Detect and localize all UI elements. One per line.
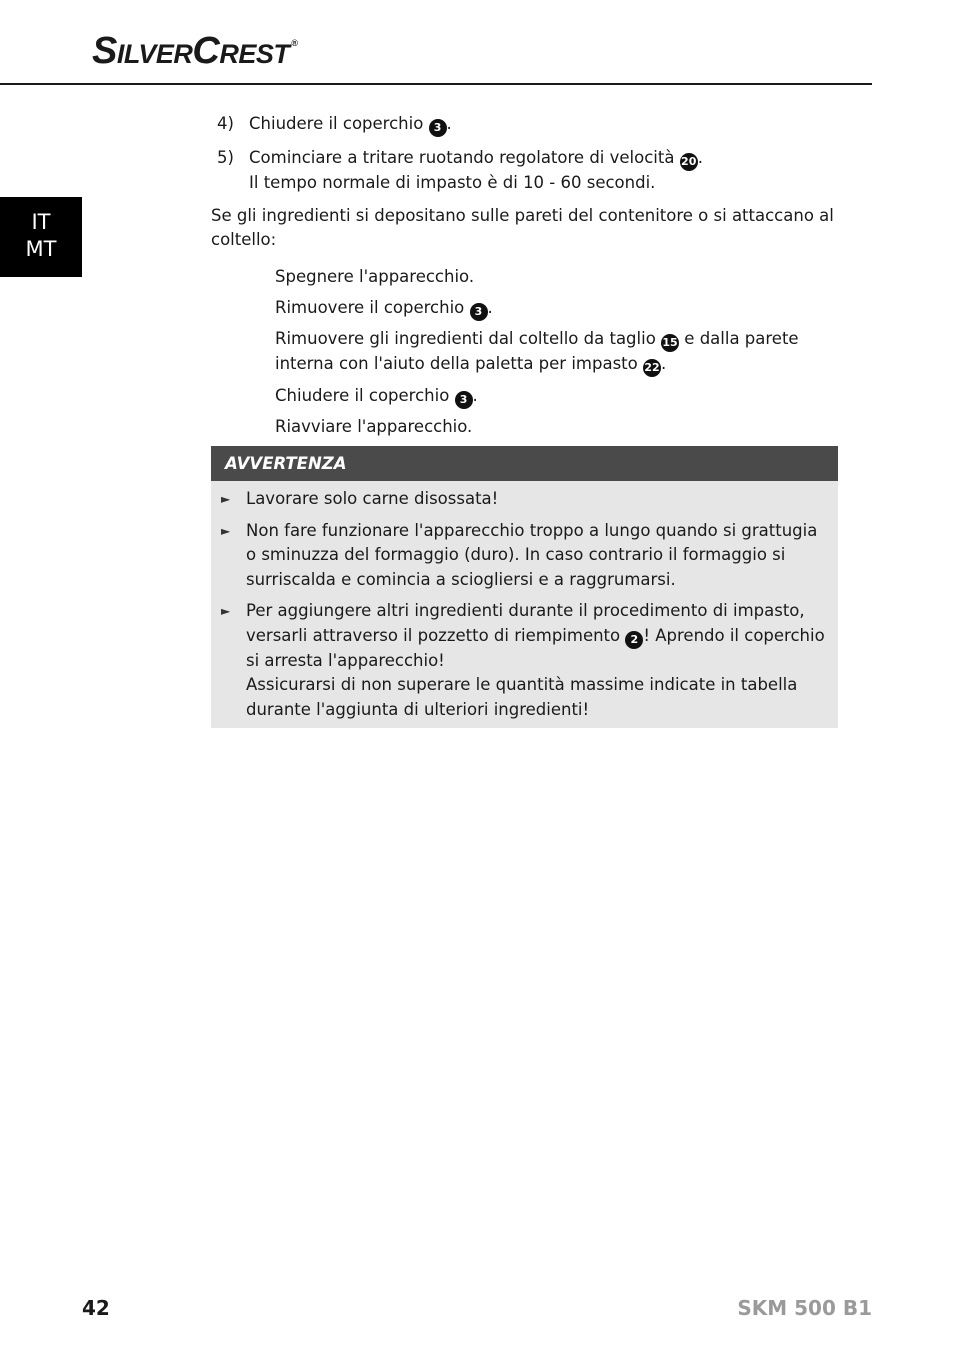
page-number: 42 [82, 1296, 110, 1320]
list-item: Riavviare l'apparecchio. [275, 417, 473, 436]
ref-number-icon: 15 [661, 334, 679, 352]
warning-title: AVVERTENZA [211, 446, 838, 481]
ref-number-icon: 2 [625, 631, 643, 649]
header-rule [0, 83, 872, 85]
procedure-list [211, 265, 841, 440]
main-content [211, 112, 841, 446]
step-5: 5) Cominciare a tritare ruotando regolatore di velocità 20. Il tempo normale di impasto è di 10 - 60 secondi. [217, 148, 703, 192]
model-name: SKM 500 B1 [737, 1296, 872, 1320]
warning-box [211, 446, 838, 728]
paragraph: Se gli ingredienti si depositano sulle pareti del contenitore o si attaccano al coltello: [211, 205, 834, 249]
ref-number-icon: 22 [643, 359, 661, 377]
list-item: Chiudere il coperchio 3 . [275, 384, 841, 409]
language-tab [0, 197, 82, 277]
list-item: Spegnere l'apparecchio. [275, 266, 475, 286]
list-item: Rimuovere gli ingredienti dal coltello da taglio 15 e dalla parete interna con l'aiuto della paletta per impasto 22. [275, 327, 841, 377]
step-4: 4) Chiudere il coperchio 3 . [217, 112, 841, 137]
warning-item: ► Lavorare solo carne disossata! [221, 487, 826, 512]
ref-number-icon: 3 [455, 391, 473, 409]
bullet-arrow-icon: ► [221, 523, 231, 538]
brand-logo: SILVERCREST ® [92, 30, 298, 72]
language-mt: MT [25, 237, 57, 261]
list-item: Rimuovere il coperchio 3 . [275, 296, 841, 321]
ref-number-icon: 20 [680, 153, 698, 171]
bullet-arrow-icon: ► [221, 492, 231, 506]
warning-item: ► Non fare funzionare l'apparecchio troppo a lungo quando si grattugia o sminuzza del formaggio (duro). In caso contrario il formaggio si surriscalda e comincia a sciogliersi e a raggrumarsi. [221, 520, 818, 589]
warning-body [211, 481, 838, 728]
language-it: IT [31, 210, 51, 234]
ref-number-icon: 3 [429, 119, 447, 137]
warning-item: ► Per aggiungere altri ingredienti durante il procedimento di impasto, versarli attraverso il pozzetto di riempimento 2 ! Aprendo il coperchio si arresta l'apparecchio! Assicurarsi di non superare le quantità massime indicate in tabella durante l'aggiunta di ulteriori ingredienti! [221, 601, 825, 719]
ref-number-icon: 3 [470, 303, 488, 321]
bullet-arrow-icon: ► [221, 604, 231, 618]
